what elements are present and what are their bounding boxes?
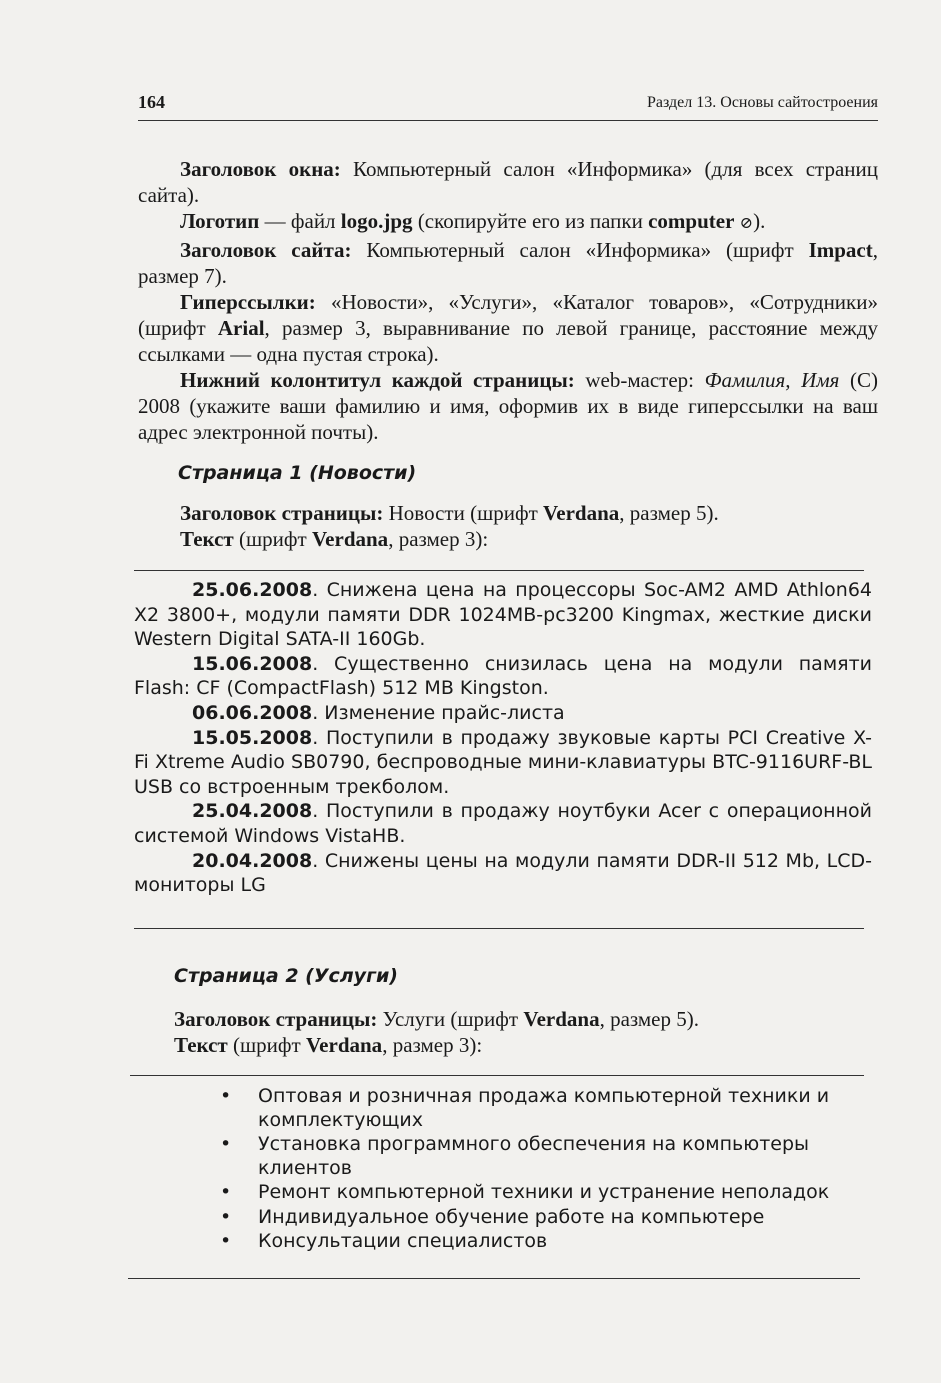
page2-title-text: Услуги (шрифт [377,1007,524,1031]
running-head: Раздел 13. Основы сайтостроения [647,94,878,111]
news-text: . Снижена цена на процессоры Soc-AM2 AMD Athlon64 X2 3800+, модули памяти DDR 1024MB-pc3200 Kingmax, жесткие диски Western Digital SATA-II 160Gb. [134,579,872,651]
links-paragraph [138,289,878,367]
list-item [220,1133,870,1180]
logo-label: Логотип [180,209,260,233]
links-text-2: , размер 3, выравнивание по левой границе, расстояние между ссылками — одна пустая строка). [138,316,879,366]
services-list [220,1085,870,1255]
logo-filename: logo.jpg [340,209,413,233]
news-item [134,726,872,800]
page2-title-line [174,1006,874,1032]
page1-title-text: Новости (шрифт [383,501,544,525]
logo-folder: computer [648,209,735,233]
page2-title-font: Verdana [523,1007,600,1031]
news-date: 20.04.2008 [192,849,313,872]
page2-text-text: (шрифт [227,1033,306,1057]
news-text: . Снижены цены на модули памяти DDR-II 512 Mb, LCD-мониторы LG [134,849,872,897]
site-title-text-2: , размер 7). [138,238,878,288]
window-title-text: Компьютерный салон «Информика» (для всех страниц сайта). [138,157,878,207]
page-number: 164 [138,92,165,112]
bullet-icon: • [220,1205,232,1228]
links-label: Гиперссылки: [180,290,316,314]
logo-text-3: ). [753,209,766,233]
news-date: 15.06.2008 [192,652,313,675]
news-list [134,578,872,898]
service-text: Установка программного обеспечения на компьютеры клиентов [258,1133,810,1179]
news-date: 06.06.2008 [192,701,313,724]
page1-top-rule [134,570,864,571]
footer-text-2: (С) 2008 (укажите ваши фамилию и имя, оформив их в виде гиперссылки на ваш адрес электронной почты). [138,368,878,444]
news-text: . Существенно снизилась цена на модули памяти Flash: CF (CompactFlash) 512 MB Kingston. [134,652,872,700]
footer-italic: Фамилия, Имя [704,368,840,392]
news-item [134,849,872,898]
bullet-icon: • [220,1181,232,1203]
page2-heading: Страница 2 (Услуги) [174,965,398,987]
page2-top-rule [130,1075,864,1076]
news-date: 15.05.2008 [192,726,313,749]
news-date: 25.06.2008 [192,579,313,601]
page2-spec [174,1006,874,1058]
logo-text-1: — файл [259,209,341,233]
service-text: Индивидуальное обучение работе на компьютере [258,1205,765,1228]
logo-paragraph [138,208,878,237]
page1-title-font: Verdana [543,501,620,525]
list-item [220,1085,870,1132]
site-title-label: Заголовок сайта: [180,238,352,262]
page2-text-label: Текст [174,1033,228,1057]
news-text: . Изменение прайс-листа [312,701,565,724]
bullet-icon: • [220,1133,232,1155]
page2-title-label: Заголовок страницы: [174,1007,378,1031]
list-item [220,1230,870,1254]
page1-text-font: Verdana [311,527,389,551]
header-rule [138,120,878,121]
links-text-1: «Новости», «Услуги», «Каталог товаров», «Сотрудники» (шрифт [138,290,878,340]
page2-title-text-2: , размер 5). [599,1007,699,1031]
list-item [220,1205,870,1230]
bullet-icon: • [220,1230,232,1252]
disc-icon: ⊘ [739,215,754,232]
page1-title-line [180,500,880,526]
page2-text-text-2: , размер 3): [382,1033,483,1057]
window-title-label: Заголовок окна: [180,157,341,181]
intro-text [138,156,878,445]
list-item [220,1181,870,1205]
service-text: Оптовая и розничная продажа компьютерной техники и комплектующих [258,1085,830,1131]
page1-heading: Страница 1 (Новости) [178,462,417,484]
links-font: Arial [217,316,265,340]
page1-text-text: (шрифт [233,527,312,551]
page1-text-line [180,526,880,552]
news-text: . Поступили в продажу звуковые карты PCI Creative X-Fi Xtreme Audio SB0790, беспроводные мини-клавиатуры BTC-9116URF-BL USB со встроенным трекболом. [134,726,872,798]
page1-title-text-2: , размер 5). [619,501,719,525]
page2-bottom-rule [128,1278,860,1279]
page1-text-text-2: , размер 3): [388,527,489,551]
site-title-font: Impact [808,238,873,262]
page1-spec [180,500,880,552]
news-text: . Поступили в продажу ноутбуки Acer с операционной системой Windows VistaHB. [134,800,872,847]
news-item [134,652,872,701]
footer-text-1: web-мастер: [574,368,705,392]
page1-bottom-rule [134,928,864,929]
site-title-paragraph [138,237,878,289]
bullet-icon: • [220,1085,232,1107]
window-title-paragraph [138,156,878,208]
news-item [134,578,872,652]
news-item [134,799,872,848]
news-item [134,701,872,726]
page1-text-label: Текст [180,527,234,551]
service-text: Ремонт компьютерной техники и устранение неполадок [258,1181,830,1203]
footer-paragraph [138,367,878,445]
page2-text-line [174,1032,874,1058]
service-text: Консультации специалистов [258,1230,548,1252]
news-date: 25.04.2008 [192,800,313,823]
logo-text-2: (скопируйте его из папки [412,209,649,233]
page-header [138,92,878,118]
site-title-text: Компьютерный салон «Информика» (шрифт [351,238,809,262]
page2-text-font: Verdana [305,1033,383,1057]
page1-title-label: Заголовок страницы: [180,501,384,525]
footer-label: Нижний колонтитул каждой страницы: [180,368,575,392]
